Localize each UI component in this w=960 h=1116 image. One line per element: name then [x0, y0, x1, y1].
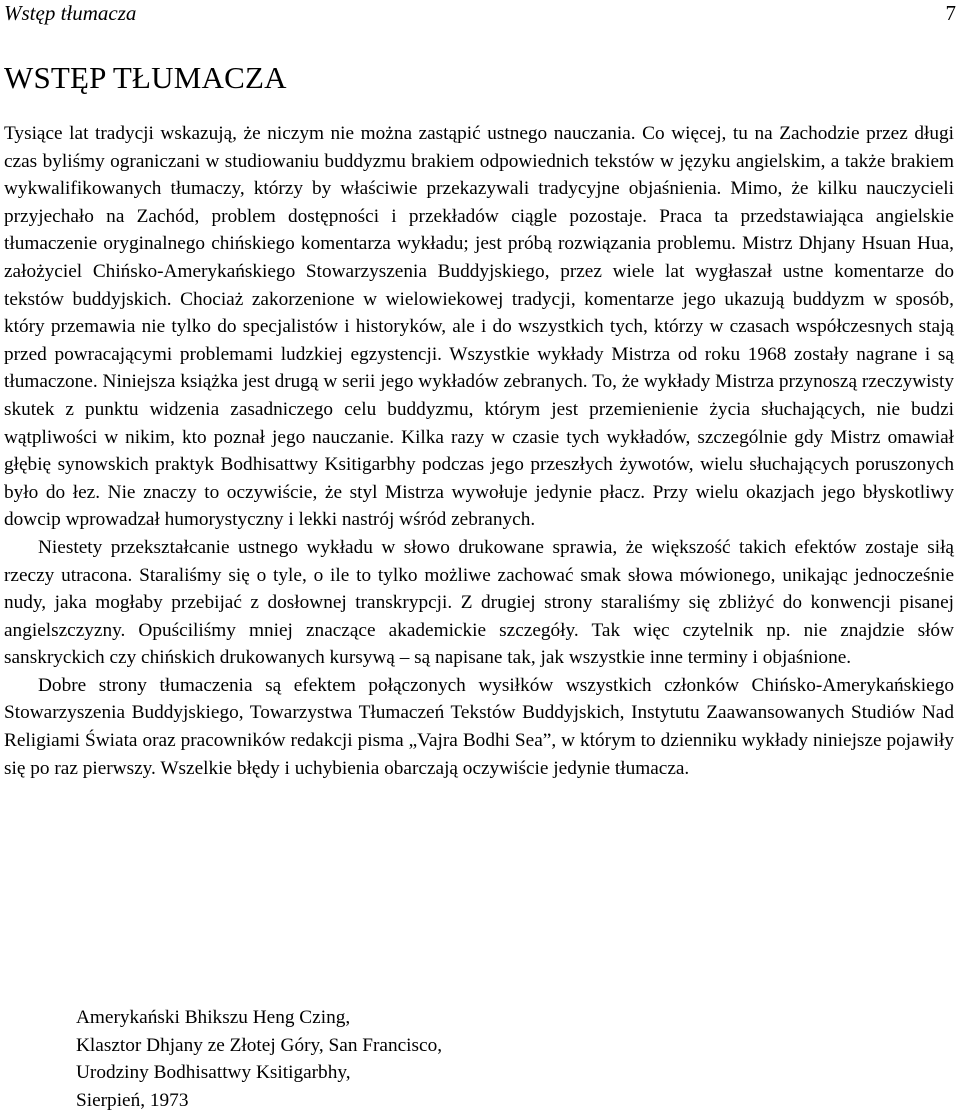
body-text — [4, 120, 954, 782]
signature-block — [76, 1004, 442, 1114]
running-header — [0, 0, 958, 26]
signature-date: Sierpień, 1973 — [76, 1089, 189, 1111]
paragraph-intro: Tysiące lat tradycji wskazują, że niczym nie można zastąpić ustnego nauczania. Co więcej, tu na Zachodzie przez długi czas byliśmy ograniczani w studiowaniu buddyzmu brakiem odpowiednich tekstów w języku angielskim, a także brakiem wykwalifikowanych tłumaczy, którzy by właściwie przekazywali tradycyjne objaśnienia. Mimo, że kilku nauczycieli przyjechało na Zachód, problem dostępności i przekładów ciągle pozostaje. Praca ta przedstawiająca angielskie tłumaczenie oryginalnego chińskiego komentarza wykładu; jest próbą rozwiązania problemu. Mistrz Dhjany Hsuan Hua, założyciel Chińsko-Amerykańskiego Stowarzyszenia Buddyjskiego, przez wiele lat wygłaszał ustne komentarze do tekstów buddyjskich. Chociaż zakorzenione w wielowiekowej tradycji, komentarze jego ukazują buddyzm w sposób, który przemawia nie tylko do specjalistów i historyków, ale i do wszystkich tych, którzy w czasach współczesnych stają przed powracającymi problemami ludzkiej egzystencji. Wszystkie wykłady Mistrza od roku 1968 zostały nagrane i są tłumaczone. Niniejsza książka jest drugą w serii jego wykładów zebranych. To, że wykłady Mistrza przynoszą rzeczywisty skutek z punktu widzenia zasadniczego celu buddyzmu, którym jest przemienienie życia słuchających, nie budzi wątpliwości w nikim, kto poznał jego nauczanie. Kilka razy w czasie tych wykładów, szczególnie gdy Mistrz omawiał głębię synowskich praktyk Bodhisattwy Ksitigarbhy podczas jego przeszłych żywotów, wielu słuchających poruszonych było do łez. Nie znaczy to oczywiście, że styl Mistrza wywołuje jedynie płacz. Przy wielu okazjach jego błyskotliwy dowcip wprowadzał humorystyczny i lekki nastrój wśród zebranych. — [4, 123, 954, 531]
paragraph-translation-notes: Niestety przekształcanie ustnego wykładu w słowo drukowane sprawia, że większość takich efektów zostaje siłą rzeczy utracona. Staraliśmy się o tyle, o ile to tylko możliwe zachować smak słowa mówionego, unikając jednocześnie nudy, jaka mogłaby przebijać z dosłownej transkrypcji. Z drugiej strony staraliśmy się zbliżyć do konwencji pisanej angielszczyzny. Opuściliśmy mniej znaczące akademickie szczegóły. Tak więc czytelnik np. nie znajdzie słów sanskryckich czy chińskich drukowanych kursywą – są napisane tak, jak wszystkie inne terminy i objaśnione. — [4, 536, 954, 669]
page-number: 7 — [945, 1, 956, 25]
chapter-heading: WSTĘP TŁUMACZA — [4, 60, 287, 95]
signature-place: Klasztor Dhjany ze Złotej Góry, San Francisco, — [76, 1034, 443, 1056]
signature-author: Amerykański Bhikszu Heng Czing, — [76, 1007, 351, 1028]
paragraph-acknowledgements: Dobre strony tłumaczenia są efektem połączonych wysiłków wszystkich członków Chińsko-Amerykańskiego Stowarzyszenia Buddyjskiego, Towarzystwa Tłumaczeń Tekstów Buddyjskich, Instytutu Zaawansowanych Studiów Nad Religiami Świata oraz pracowników redakcji pisma „Vajra Bodhi Sea”, w którym to dzienniku wykłady niniejsze pojawiły się po raz pierwszy. Wszelkie błędy i uchybienia obarczają oczywiście jedynie tłumacza. — [4, 674, 954, 779]
signature-occasion: Urodziny Bodhisattwy Ksitigarbhy, — [76, 1062, 351, 1084]
running-title: Wstęp tłumacza — [4, 1, 137, 25]
